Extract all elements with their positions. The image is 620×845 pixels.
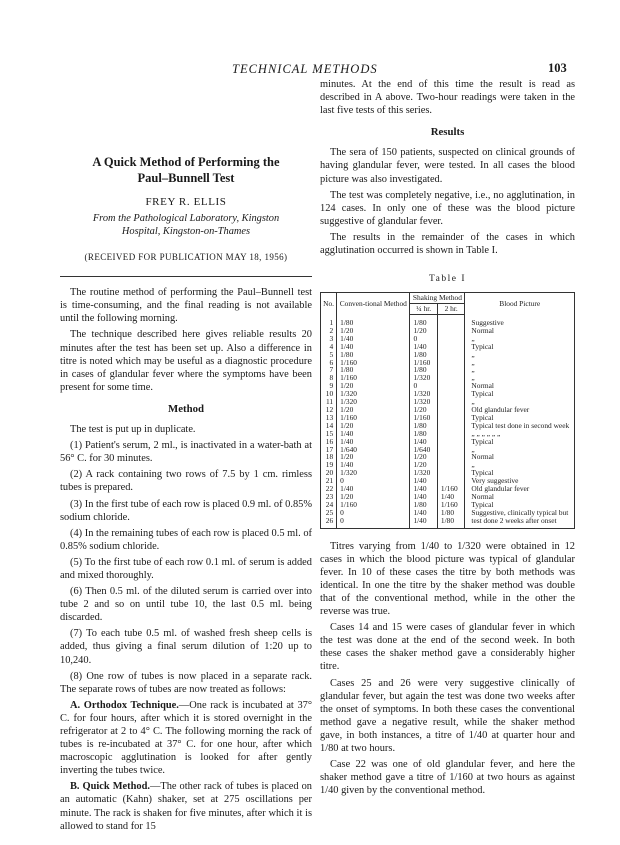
cell-two-hour	[437, 382, 464, 390]
article-title-line-2: Paul–Bunnell Test	[137, 171, 235, 185]
method-paragraph: (7) To each tube 0.5 ml. of washed fresh sheep cells is added, thus giving a final serum dilution of 1:20 up to 10,240.	[60, 628, 312, 666]
cell-two-hour	[437, 461, 464, 469]
cell-two-hour	[437, 390, 464, 398]
method-a-text: —One rack is incubated at 37° C. for four hours, after which it is stored overnight in the refrigerator at 2 to 4° C. The following morning the rack of tubes is re-incubated at 37° C. for one hour, after which macroscopic agglutination is looked for after gently inverting the tubes twice.	[60, 699, 312, 777]
cell-case-number: 15	[321, 430, 337, 438]
cell-conventional: 1/640	[337, 446, 410, 454]
cell-two-hour	[437, 430, 464, 438]
cell-quarter-hour: 1/20	[410, 406, 437, 414]
cell-case-number: 13	[321, 414, 337, 422]
table-row	[321, 335, 575, 343]
cell-conventional: 1/40	[337, 461, 410, 469]
cell-blood-picture: Very suggestive	[465, 477, 575, 485]
running-title: TECHNICAL METHODS	[232, 62, 378, 76]
cell-conventional: 1/40	[337, 343, 410, 351]
header-no: No.	[321, 293, 337, 315]
cell-quarter-hour: 0	[410, 382, 437, 390]
cell-two-hour: 1/160	[437, 501, 464, 509]
discussion-paragraph: Cases 14 and 15 were cases of glandular fever in which the test was done at the end of the second week. In both these cases the shaker method gave a considerably higher titre.	[320, 622, 575, 673]
cell-case-number: 17	[321, 446, 337, 454]
cell-case-number: 9	[321, 382, 337, 390]
cell-quarter-hour: 1/40	[410, 493, 437, 501]
discussion-paragraph: Cases 25 and 26 were very suggestive clinically of glandular fever, but again the test was done two weeks after the onset of symptoms. In both these cases the conventional method gave a negative result, while the shaker method gave, in both instances, a titre of 1/40 at quarter hour and 1/80 at two hours.	[320, 677, 575, 754]
table-row	[321, 359, 575, 367]
cell-conventional: 1/40	[337, 485, 410, 493]
cell-two-hour: 1/80	[437, 517, 464, 528]
cell-quarter-hour: 1/640	[410, 446, 437, 454]
cell-blood-picture: „	[465, 398, 575, 406]
method-paragraph: (8) One row of tubes is now placed in a separate rack. The separate rows of tubes are now treated as follows:	[60, 670, 312, 695]
header-quarter-hour: ¼ hr.	[410, 304, 437, 315]
cell-conventional: 1/40	[337, 438, 410, 446]
table-row	[321, 382, 575, 390]
method-paragraph: (5) To the first tube of each row 0.1 ml. of serum is added and mixed thoroughly.	[60, 556, 312, 581]
cell-blood-picture: „	[465, 366, 575, 374]
results-paragraph: The sera of 150 patients, suspected on clinical grounds of having glandular fever, were tested. In all cases the blood picture was also investigated.	[320, 147, 575, 185]
table-row	[321, 374, 575, 382]
table-row	[321, 315, 575, 327]
cell-conventional: 1/160	[337, 414, 410, 422]
cell-blood-picture: Typical	[465, 501, 575, 509]
affiliation-line-2: Hospital, Kingston-on-Thames	[121, 226, 251, 238]
cell-quarter-hour: 1/80	[410, 351, 437, 359]
affiliation-line-1: From the Pathological Laboratory, Kingston	[92, 213, 280, 225]
cell-blood-picture: Typical	[465, 469, 575, 477]
table-row	[321, 366, 575, 374]
method-heading: Method	[168, 402, 204, 415]
table-row	[321, 351, 575, 359]
received-date: (RECEIVED FOR PUBLICATION MAY 18, 1956)	[84, 252, 288, 263]
cell-case-number: 6	[321, 359, 337, 367]
cell-quarter-hour: 1/320	[410, 469, 437, 477]
results-table	[320, 292, 575, 528]
cell-blood-picture: Normal	[465, 382, 575, 390]
cell-quarter-hour: 1/40	[410, 509, 437, 517]
table-row	[321, 406, 575, 414]
cell-conventional: 1/320	[337, 390, 410, 398]
cell-case-number: 3	[321, 335, 337, 343]
cell-case-number: 16	[321, 438, 337, 446]
cell-conventional: 1/20	[337, 327, 410, 335]
cell-blood-picture: Typical test done in second week	[465, 422, 575, 430]
cell-blood-picture: Typical	[465, 438, 575, 446]
header-shaking: Shaking Method	[410, 293, 465, 304]
method-a-paragraph	[60, 699, 312, 778]
cell-quarter-hour: 1/320	[410, 390, 437, 398]
method-b-paragraph	[60, 780, 312, 832]
header-conventional: Conven-tional Method	[337, 293, 410, 315]
cell-quarter-hour: 1/80	[410, 366, 437, 374]
cell-case-number: 7	[321, 366, 337, 374]
affiliation	[60, 212, 312, 238]
cell-two-hour	[437, 446, 464, 454]
cell-blood-picture: Typical	[465, 390, 575, 398]
right-column	[320, 78, 575, 800]
cell-blood-picture: Normal	[465, 453, 575, 461]
method-paragraph: (2) A rack containing two rows of 7.5 by 1 cm. rimless tubes is prepared.	[60, 469, 312, 494]
table-row	[321, 398, 575, 406]
table-row	[321, 446, 575, 454]
cell-two-hour	[437, 398, 464, 406]
cell-conventional: 0	[337, 509, 410, 517]
cell-blood-picture: Old glandular fever	[465, 406, 575, 414]
cell-conventional: 1/160	[337, 374, 410, 382]
cell-case-number: 5	[321, 351, 337, 359]
discussion	[320, 540, 575, 798]
cell-quarter-hour: 1/80	[410, 501, 437, 509]
cell-quarter-hour: 1/160	[410, 414, 437, 422]
cell-two-hour	[437, 374, 464, 382]
cell-quarter-hour: 1/160	[410, 359, 437, 367]
method-a-label: A. Orthodox Technique.	[70, 699, 179, 711]
cell-blood-picture: Normal	[465, 327, 575, 335]
article-title-line-1: A Quick Method of Performing the	[92, 155, 280, 169]
cell-quarter-hour: 1/320	[410, 398, 437, 406]
table-row	[321, 430, 575, 438]
method-paragraph: (4) In the remaining tubes of each row is placed 0.5 ml. of 0.85% sodium chloride.	[60, 527, 312, 552]
cell-conventional: 1/80	[337, 315, 410, 327]
table-row	[321, 438, 575, 446]
cell-quarter-hour: 1/20	[410, 461, 437, 469]
divider	[60, 276, 312, 277]
cell-two-hour	[437, 469, 464, 477]
cell-two-hour	[437, 335, 464, 343]
header-two-hour: 2 hr.	[437, 304, 464, 315]
continued-paragraph: minutes. At the end of this time the result is read as described in A above. Two-hour readings were taken in the last five tests of this series.	[320, 79, 575, 117]
cell-blood-picture: Typical	[465, 414, 575, 422]
cell-case-number: 25	[321, 509, 337, 517]
table-row	[321, 461, 575, 469]
left-column	[60, 82, 312, 836]
cell-quarter-hour: 1/80	[410, 422, 437, 430]
cell-quarter-hour: 1/40	[410, 438, 437, 446]
cell-two-hour: 1/160	[437, 485, 464, 493]
cell-quarter-hour: 1/40	[410, 343, 437, 351]
cell-quarter-hour: 1/20	[410, 453, 437, 461]
cell-blood-picture: Old glandular fever	[465, 485, 575, 493]
cell-two-hour	[437, 453, 464, 461]
header-blood-picture: Blood Picture	[465, 293, 575, 315]
method-b-text: —The other rack of tubes is placed on an automatic (Kahn) shaker, set at 275 oscillations per minute. The rack is shaken for five minutes, after which it is allowed to stand for 15	[60, 781, 312, 832]
cell-two-hour	[437, 438, 464, 446]
cell-blood-picture: „	[465, 351, 575, 359]
cell-case-number: 24	[321, 501, 337, 509]
results-paragraph: The test was completely negative, i.e., no agglutination, in 124 cases. In only one of these was the blood picture suggestive of glandular fever.	[320, 189, 575, 227]
cell-conventional: 1/20	[337, 453, 410, 461]
cell-blood-picture: test done 2 weeks after onset	[465, 517, 575, 528]
table-row	[321, 469, 575, 477]
cell-blood-picture: „	[465, 461, 575, 469]
table-body	[321, 315, 575, 529]
cell-blood-picture: „ „ „ „ „ „	[465, 430, 575, 438]
cell-quarter-hour: 1/40	[410, 485, 437, 493]
cell-conventional: 1/20	[337, 406, 410, 414]
table-row	[321, 343, 575, 351]
cell-two-hour	[437, 343, 464, 351]
article-title	[60, 154, 312, 186]
cell-conventional: 1/20	[337, 382, 410, 390]
cell-conventional: 1/20	[337, 422, 410, 430]
intro-paragraph: The routine method of performing the Paul–Bunnell test is time-consuming, and the final reading is not available until the following morning.	[60, 287, 312, 325]
cell-case-number: 19	[321, 461, 337, 469]
cell-blood-picture: „	[465, 446, 575, 454]
cell-case-number: 11	[321, 398, 337, 406]
cell-conventional: 1/40	[337, 430, 410, 438]
cell-two-hour	[437, 366, 464, 374]
discussion-paragraph: Case 22 was one of old glandular fever, and here the shaker method gave a titre of 1/160 at two hours as against 1/40 given by the conventional method.	[320, 759, 575, 797]
method-paragraph: The test is put up in duplicate.	[70, 424, 196, 436]
cell-blood-picture: „	[465, 374, 575, 382]
cell-quarter-hour: 1/40	[410, 517, 437, 528]
method-paragraph: (1) Patient's serum, 2 ml., is inactivated in a water-bath at 56° C. for 30 minutes.	[60, 440, 312, 465]
method-b-label: B. Quick Method.	[70, 781, 150, 793]
cell-conventional: 1/80	[337, 366, 410, 374]
table-row	[321, 390, 575, 398]
cell-case-number: 26	[321, 517, 337, 528]
author-name: FREY R. ELLIS	[145, 196, 227, 208]
cell-case-number: 2	[321, 327, 337, 335]
table-row	[321, 327, 575, 335]
cell-blood-picture: Typical	[465, 343, 575, 351]
table-row	[321, 453, 575, 461]
cell-quarter-hour: 1/80	[410, 315, 437, 327]
cell-conventional: 1/160	[337, 359, 410, 367]
cell-case-number: 23	[321, 493, 337, 501]
cell-case-number: 22	[321, 485, 337, 493]
cell-two-hour	[437, 414, 464, 422]
cell-case-number: 14	[321, 422, 337, 430]
cell-blood-picture: Normal	[465, 493, 575, 501]
intro-paragraph: The technique described here gives reliable results 20 minutes after the test has been set up. Also a difference in titre is noted which may be useful as a diagnostic procedure in cases of glandular fever where the symptoms have been present for some time.	[60, 329, 312, 393]
cell-two-hour	[437, 422, 464, 430]
cell-conventional: 1/20	[337, 493, 410, 501]
table-row	[321, 422, 575, 430]
table-row	[321, 517, 575, 528]
cell-quarter-hour: 1/40	[410, 477, 437, 485]
cell-case-number: 4	[321, 343, 337, 351]
cell-two-hour: 1/80	[437, 509, 464, 517]
cell-quarter-hour: 0	[410, 335, 437, 343]
cell-two-hour	[437, 351, 464, 359]
cell-case-number: 10	[321, 390, 337, 398]
cell-conventional: 1/320	[337, 469, 410, 477]
cell-case-number: 20	[321, 469, 337, 477]
cell-case-number: 21	[321, 477, 337, 485]
cell-two-hour	[437, 315, 464, 327]
cell-conventional: 1/320	[337, 398, 410, 406]
cell-quarter-hour: 1/20	[410, 327, 437, 335]
discussion-paragraph: Titres varying from 1/40 to 1/320 were obtained in 12 cases in which the blood picture was typical of glandular fever. In 10 of these cases the titre by both methods was identical. In one the titre by the shaker method was double that of the conventional method, while in the other the reverse was true.	[320, 540, 575, 618]
cell-case-number: 1	[321, 315, 337, 327]
results-paragraph: The results in the remainder of the cases in which agglutination occurred is shown in Table I.	[320, 231, 575, 257]
cell-blood-picture: Suggestive, clinically typical but	[465, 509, 575, 517]
cell-conventional: 0	[337, 517, 410, 528]
cell-quarter-hour: 1/80	[410, 430, 437, 438]
cell-blood-picture: „	[465, 359, 575, 367]
cell-conventional: 0	[337, 477, 410, 485]
cell-conventional: 1/80	[337, 351, 410, 359]
method-paragraph: (6) Then 0.5 ml. of the diluted serum is carried over into tube 2 and so on until tube 10, the last 0.5 ml. being discarded.	[60, 586, 312, 624]
cell-two-hour: 1/40	[437, 493, 464, 501]
cell-case-number: 12	[321, 406, 337, 414]
cell-blood-picture: Suggestive	[465, 315, 575, 327]
results-heading: Results	[430, 126, 465, 139]
page-number: 103	[548, 61, 567, 75]
cell-conventional: 1/40	[337, 335, 410, 343]
cell-conventional: 1/160	[337, 501, 410, 509]
cell-quarter-hour: 1/320	[410, 374, 437, 382]
method-paragraph: (3) In the first tube of each row is placed 0.9 ml. of 0.85% sodium chloride.	[60, 498, 312, 523]
cell-case-number: 8	[321, 374, 337, 382]
cell-two-hour	[437, 327, 464, 335]
cell-blood-picture: „	[465, 335, 575, 343]
cell-two-hour	[437, 359, 464, 367]
table-title: Table I	[428, 274, 466, 285]
cell-case-number: 18	[321, 453, 337, 461]
cell-two-hour	[437, 406, 464, 414]
